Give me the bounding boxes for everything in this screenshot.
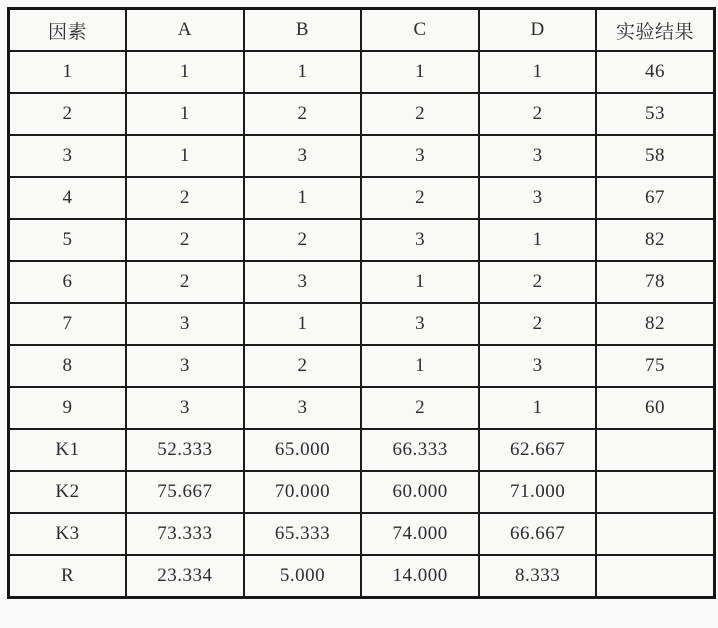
cell: 70.000 [244, 471, 362, 513]
cell: 3 [244, 135, 362, 177]
table-row [9, 219, 715, 261]
cell: 52.333 [126, 429, 244, 471]
cell: 66.333 [361, 429, 479, 471]
cell: 2 [361, 177, 479, 219]
cell: 62.667 [479, 429, 597, 471]
cell: 5.000 [244, 555, 362, 598]
cell: 2 [479, 303, 597, 345]
cell: 74.000 [361, 513, 479, 555]
row-label-cell: 8 [9, 345, 127, 387]
row-label-cell: 5 [9, 219, 127, 261]
cell: 3 [479, 135, 597, 177]
row-label-cell: K1 [9, 429, 127, 471]
cell: 66.667 [479, 513, 597, 555]
row-label-cell: 7 [9, 303, 127, 345]
cell: 2 [244, 93, 362, 135]
col-header-b: B [244, 9, 362, 52]
cell: 1 [244, 51, 362, 93]
row-label-cell: 9 [9, 387, 127, 429]
result-cell [596, 471, 714, 513]
cell: 3 [244, 261, 362, 303]
table-row-k1 [9, 429, 715, 471]
result-cell: 67 [596, 177, 714, 219]
cell: 3 [126, 303, 244, 345]
result-cell: 58 [596, 135, 714, 177]
cell: 3 [361, 135, 479, 177]
cell: 2 [244, 345, 362, 387]
col-header-c: C [361, 9, 479, 52]
row-label-cell: K3 [9, 513, 127, 555]
result-cell [596, 513, 714, 555]
cell: 73.333 [126, 513, 244, 555]
table-row [9, 345, 715, 387]
table-row [9, 261, 715, 303]
table-row-k3 [9, 513, 715, 555]
cell: 3 [479, 177, 597, 219]
cell: 2 [126, 261, 244, 303]
cell: 60.000 [361, 471, 479, 513]
cell: 1 [479, 51, 597, 93]
cell: 1 [361, 345, 479, 387]
table-row [9, 51, 715, 93]
cell: 71.000 [479, 471, 597, 513]
col-header-a: A [126, 9, 244, 52]
table-row [9, 93, 715, 135]
cell: 65.000 [244, 429, 362, 471]
result-cell [596, 429, 714, 471]
cell: 14.000 [361, 555, 479, 598]
result-cell: 60 [596, 387, 714, 429]
cell: 1 [126, 135, 244, 177]
col-header-factor: 因素 [9, 9, 127, 52]
row-label-cell: R [9, 555, 127, 598]
row-label-cell: 4 [9, 177, 127, 219]
row-label-cell: K2 [9, 471, 127, 513]
table-row [9, 387, 715, 429]
cell: 2 [479, 261, 597, 303]
cell: 2 [244, 219, 362, 261]
table-row [9, 177, 715, 219]
cell: 1 [244, 303, 362, 345]
cell: 2 [126, 177, 244, 219]
table-row [9, 303, 715, 345]
cell: 23.334 [126, 555, 244, 598]
cell: 65.333 [244, 513, 362, 555]
row-label-cell: 2 [9, 93, 127, 135]
row-label-cell: 6 [9, 261, 127, 303]
cell: 1 [361, 51, 479, 93]
cell: 2 [361, 93, 479, 135]
cell: 1 [361, 261, 479, 303]
cell: 1 [126, 93, 244, 135]
table-row-k2 [9, 471, 715, 513]
result-cell: 82 [596, 303, 714, 345]
table-row-r [9, 555, 715, 598]
row-label-cell: 3 [9, 135, 127, 177]
cell: 3 [479, 345, 597, 387]
result-cell: 46 [596, 51, 714, 93]
cell: 2 [126, 219, 244, 261]
cell: 3 [361, 303, 479, 345]
cell: 3 [244, 387, 362, 429]
row-label-cell: 1 [9, 51, 127, 93]
result-cell: 75 [596, 345, 714, 387]
result-cell: 82 [596, 219, 714, 261]
cell: 1 [479, 387, 597, 429]
cell: 8.333 [479, 555, 597, 598]
orthogonal-experiment-table [7, 7, 716, 599]
col-header-d: D [479, 9, 597, 52]
col-header-result: 实验结果 [596, 9, 714, 52]
table-row [9, 135, 715, 177]
cell: 3 [126, 387, 244, 429]
result-cell: 53 [596, 93, 714, 135]
cell: 2 [479, 93, 597, 135]
cell: 2 [361, 387, 479, 429]
cell: 3 [126, 345, 244, 387]
result-cell [596, 555, 714, 598]
cell: 1 [244, 177, 362, 219]
cell: 3 [361, 219, 479, 261]
cell: 75.667 [126, 471, 244, 513]
cell: 1 [126, 51, 244, 93]
cell: 1 [479, 219, 597, 261]
result-cell: 78 [596, 261, 714, 303]
header-row [9, 9, 715, 52]
orthogonal-experiment-table-container [7, 7, 716, 599]
